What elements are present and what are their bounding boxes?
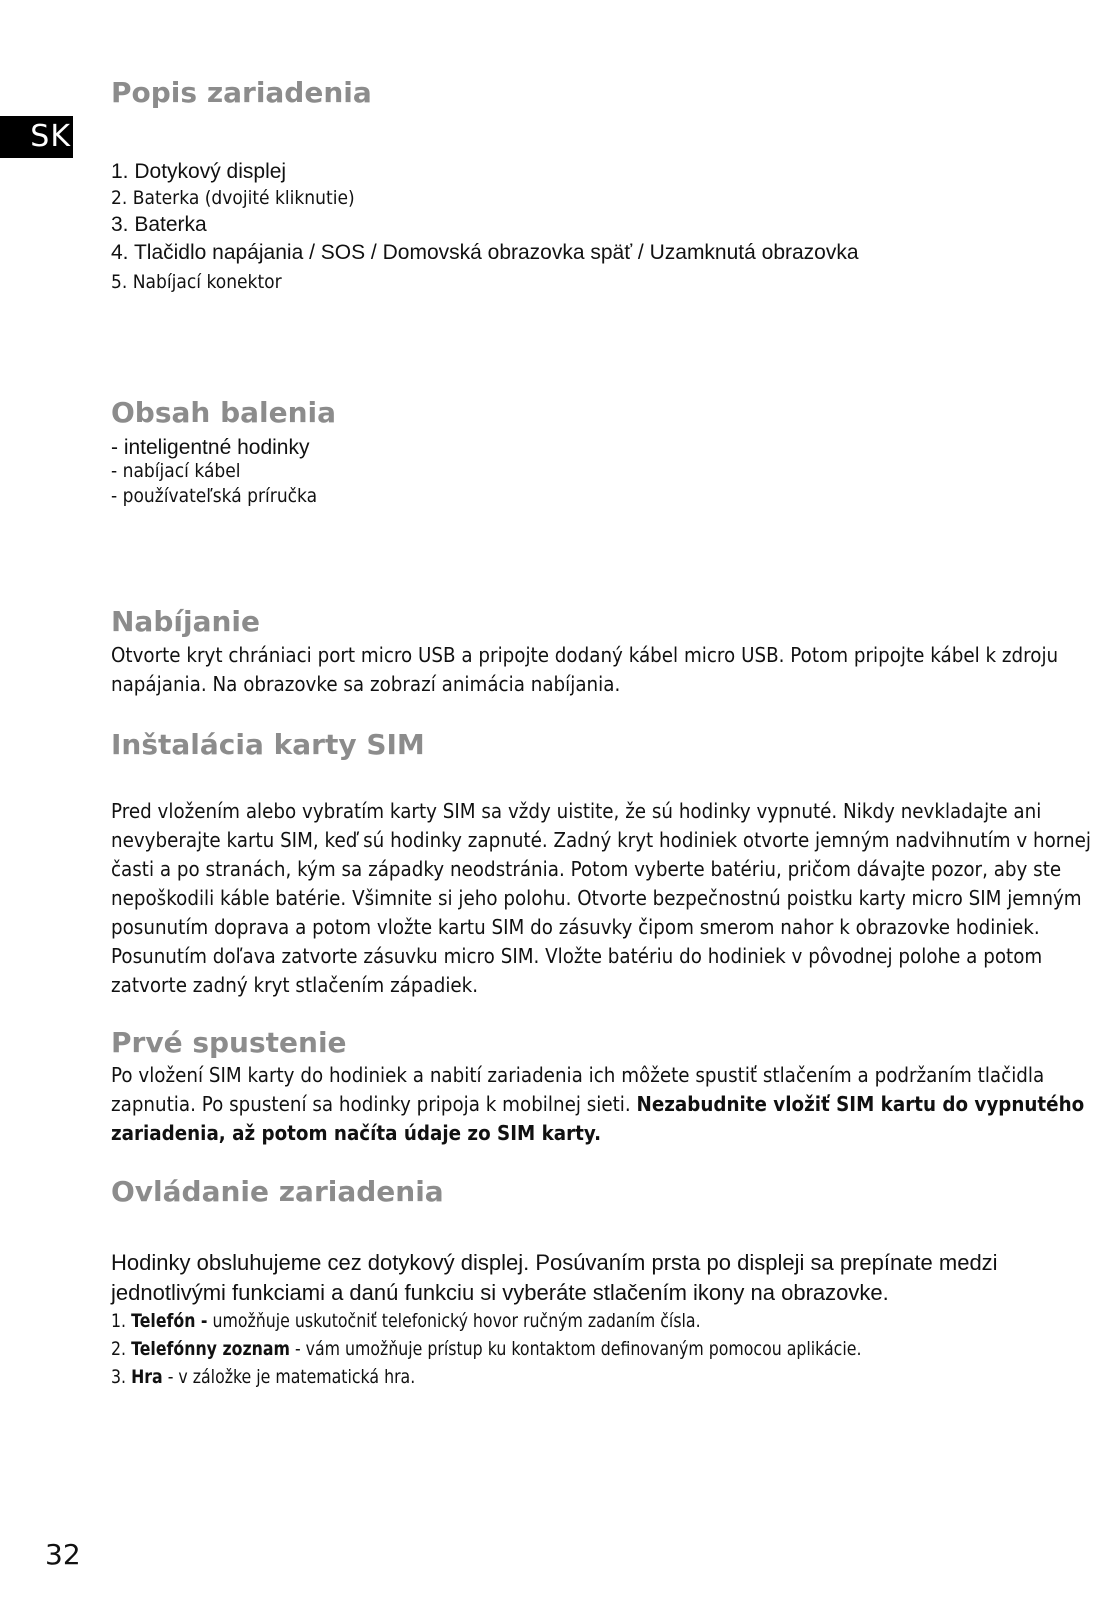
item-number: 1. bbox=[111, 1310, 132, 1332]
paragraph-prve bbox=[111, 1061, 1099, 1148]
paragraph-text: Po vložení SIM karty do hodiniek a nabití zariadenia ich môžete spustiť stlačením a podržaním tlačidla zapnutia. Po spustení sa hodinky pripoja k mobilnej sieti. bbox=[111, 1063, 1045, 1116]
list-item: - inteligentné hodinky bbox=[111, 436, 310, 459]
list-item bbox=[111, 1338, 861, 1360]
item-text: - v záložke je matematická hra. bbox=[162, 1366, 416, 1388]
section-title-prve: Prvé spustenie bbox=[111, 1026, 347, 1059]
list-item: - nabíjací kábel bbox=[111, 460, 241, 482]
section-title-obsah: Obsah balenia bbox=[111, 396, 337, 429]
item-term: Telefónny zoznam bbox=[131, 1338, 290, 1360]
page-number: 32 bbox=[45, 1538, 81, 1571]
item-text: umožňuje uskutočniť telefonický hovor ručným zadaním čísla. bbox=[207, 1310, 701, 1332]
item-number: 2. bbox=[111, 1338, 132, 1360]
paragraph-ovladanie: Hodinky obsluhujeme cez dotykový displej. Posúvaním prsta po displeji sa prepínate medzi jednotlivými funkciami a danú funkciu si vyberáte stlačením ikony na obrazovke. bbox=[111, 1250, 998, 1305]
list-item: 5. Nabíjací konektor bbox=[111, 271, 282, 293]
list-item bbox=[111, 1366, 415, 1388]
section-title-ovladanie: Ovládanie zariadenia bbox=[111, 1175, 444, 1208]
paragraph-instalacia: Pred vložením alebo vybratím karty SIM sa vždy uistite, že sú hodinky vypnuté. Nikdy nevkladajte ani nevyberajte kartu SIM, keď sú hodinky zapnuté. Zadný kryt hodiniek otvorte jemným nadvihnutím v hornej časti a po stranách, kým sa západky neodstránia. Potom vyberte batériu, pričom dávajte pozor, aby ste nepoškodili káble batérie. Všimnite si jeho polohu. Otvorte bezpečnostnú poistku karty micro SIM jemným posunutím doprava a potom vložte kartu SIM do zásuvky čipom smerom nahor k obrazovke hodiniek. Posunutím doľava zatvorte zásuvku micro SIM. Vložte batériu do hodiniek v pôvodnej polohe a potom zatvorte zadný kryt stlačením západiek. bbox=[111, 799, 1091, 997]
section-title-instalacia: Inštalácia karty SIM bbox=[111, 728, 425, 761]
list-item: 3. Baterka bbox=[111, 213, 207, 236]
paragraph-emphasis: Nezabudnite vložiť SIM kartu do vypnutého zariadenia, až potom načíta údaje zo SIM karty. bbox=[111, 1092, 1085, 1145]
item-text: - vám umožňuje prístup ku kontaktom definovaným pomocou aplikácie. bbox=[289, 1338, 862, 1360]
section-title-popis: Popis zariadenia bbox=[111, 76, 372, 109]
list-item: 1. Dotykový displej bbox=[111, 160, 287, 183]
list-item: 2. Baterka (dvojité kliknutie) bbox=[111, 187, 355, 209]
list-item: 4. Tlačidlo napájania / SOS / Domovská obrazovka späť / Uzamknutá obrazovka bbox=[111, 241, 859, 264]
item-number: 3. bbox=[111, 1366, 132, 1388]
language-tab: SK bbox=[0, 116, 73, 158]
section-title-nabijanie: Nabíjanie bbox=[111, 605, 260, 638]
list-item: - používateľská príručka bbox=[111, 485, 318, 507]
item-term: Telefón - bbox=[131, 1310, 208, 1332]
item-term: Hra bbox=[131, 1366, 163, 1388]
list-item bbox=[111, 1310, 701, 1332]
paragraph-nabijanie: Otvorte kryt chrániaci port micro USB a pripojte dodaný kábel micro USB. Potom pripojte kábel k zdroju napájania. Na obrazovke sa zobrazí animácia nabíjania. bbox=[111, 643, 1059, 696]
